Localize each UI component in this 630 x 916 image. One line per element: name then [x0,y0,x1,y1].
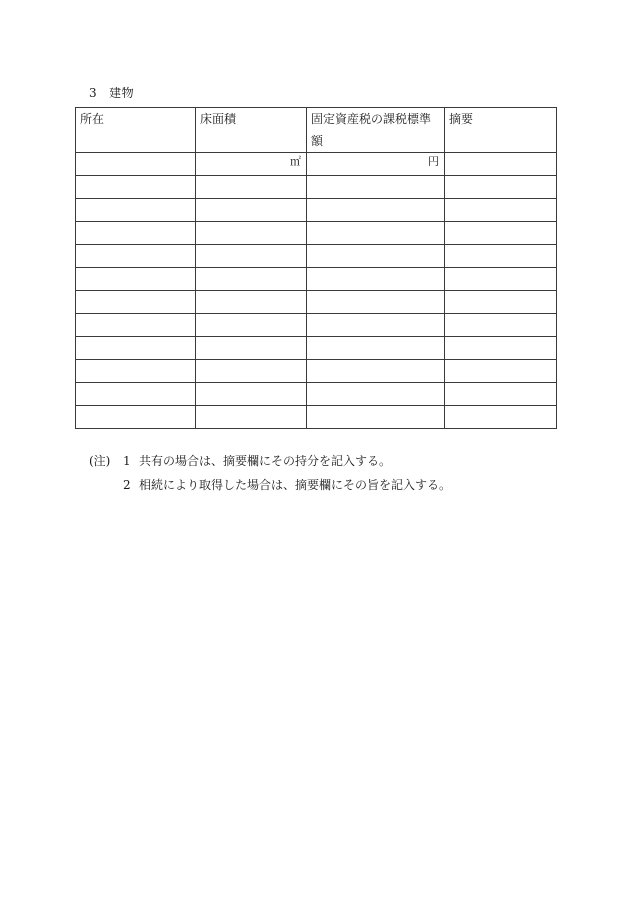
section-number: 3 [89,86,98,100]
table-row [76,222,557,245]
cell-remarks[interactable] [445,176,557,199]
building-table [75,107,557,429]
cell-floor-area[interactable] [196,360,307,383]
header-floor-area: 床面積 [196,108,307,153]
cell-floor-area[interactable] [196,176,307,199]
table-row [76,383,557,406]
cell-floor-area[interactable] [196,291,307,314]
cell-floor-area[interactable] [196,337,307,360]
cell-tax-base[interactable] [307,406,445,429]
cell-location[interactable] [76,222,196,245]
cell-remarks[interactable] [445,222,557,245]
cell-tax-base[interactable] [307,268,445,291]
cell-location[interactable] [76,291,196,314]
table-row [76,314,557,337]
table-row [76,245,557,268]
note-lead: (注) [89,454,111,468]
note-item [89,449,451,473]
cell-remarks[interactable] [445,199,557,222]
cell-tax-base[interactable] [307,176,445,199]
header-row [76,108,557,153]
cell-floor-area[interactable] [196,406,307,429]
cell-remarks[interactable] [445,245,557,268]
table-row [76,337,557,360]
cell-location[interactable] [76,337,196,360]
cell-remarks[interactable] [445,360,557,383]
cell-location[interactable] [76,383,196,406]
table-row [76,176,557,199]
cell-remarks[interactable] [445,337,557,360]
header-remarks: 摘要 [445,108,557,153]
table-row [76,268,557,291]
table-row [76,199,557,222]
cell-remarks[interactable] [445,291,557,314]
cell-floor-area[interactable] [196,245,307,268]
cell-tax-base[interactable] [307,360,445,383]
cell-remarks[interactable] [445,268,557,291]
cell-tax-base[interactable] [307,199,445,222]
cell-tax-base[interactable] [307,291,445,314]
note-number: 2 [123,478,131,492]
cell-location[interactable] [76,176,196,199]
cell-location[interactable] [76,406,196,429]
header-tax-base: 固定資産税の課税標準額 [307,108,445,153]
section-title [89,84,134,101]
cell-location[interactable] [76,199,196,222]
table-row [76,406,557,429]
unit-row [76,153,557,176]
cell-location[interactable] [76,153,196,176]
cell-location[interactable] [76,268,196,291]
cell-floor-area[interactable] [196,222,307,245]
cell-floor-area[interactable] [196,314,307,337]
cell-tax-base[interactable] [307,314,445,337]
cell-remarks[interactable] [445,153,557,176]
cell-tax-base[interactable] [307,337,445,360]
cell-location[interactable] [76,314,196,337]
cell-location[interactable] [76,245,196,268]
cell-remarks[interactable] [445,314,557,337]
cell-tax-base[interactable] [307,383,445,406]
table-row [76,291,557,314]
cell-tax-base-unit[interactable]: 円 [307,153,445,176]
cell-tax-base[interactable] [307,245,445,268]
note-item [89,473,451,497]
cell-location[interactable] [76,360,196,383]
cell-floor-area-unit[interactable]: ㎡ [196,153,307,176]
section-heading: 建物 [109,86,135,100]
notes [89,449,451,497]
cell-floor-area[interactable] [196,268,307,291]
table-row [76,360,557,383]
cell-remarks[interactable] [445,383,557,406]
header-location: 所在 [76,108,196,153]
cell-floor-area[interactable] [196,199,307,222]
note-text: 相続により取得した場合は、摘要欄にその旨を記入する。 [139,478,452,492]
cell-tax-base[interactable] [307,222,445,245]
note-text: 共有の場合は、摘要欄にその持分を記入する。 [139,454,392,468]
note-number: 1 [123,454,131,468]
cell-floor-area[interactable] [196,383,307,406]
cell-remarks[interactable] [445,406,557,429]
